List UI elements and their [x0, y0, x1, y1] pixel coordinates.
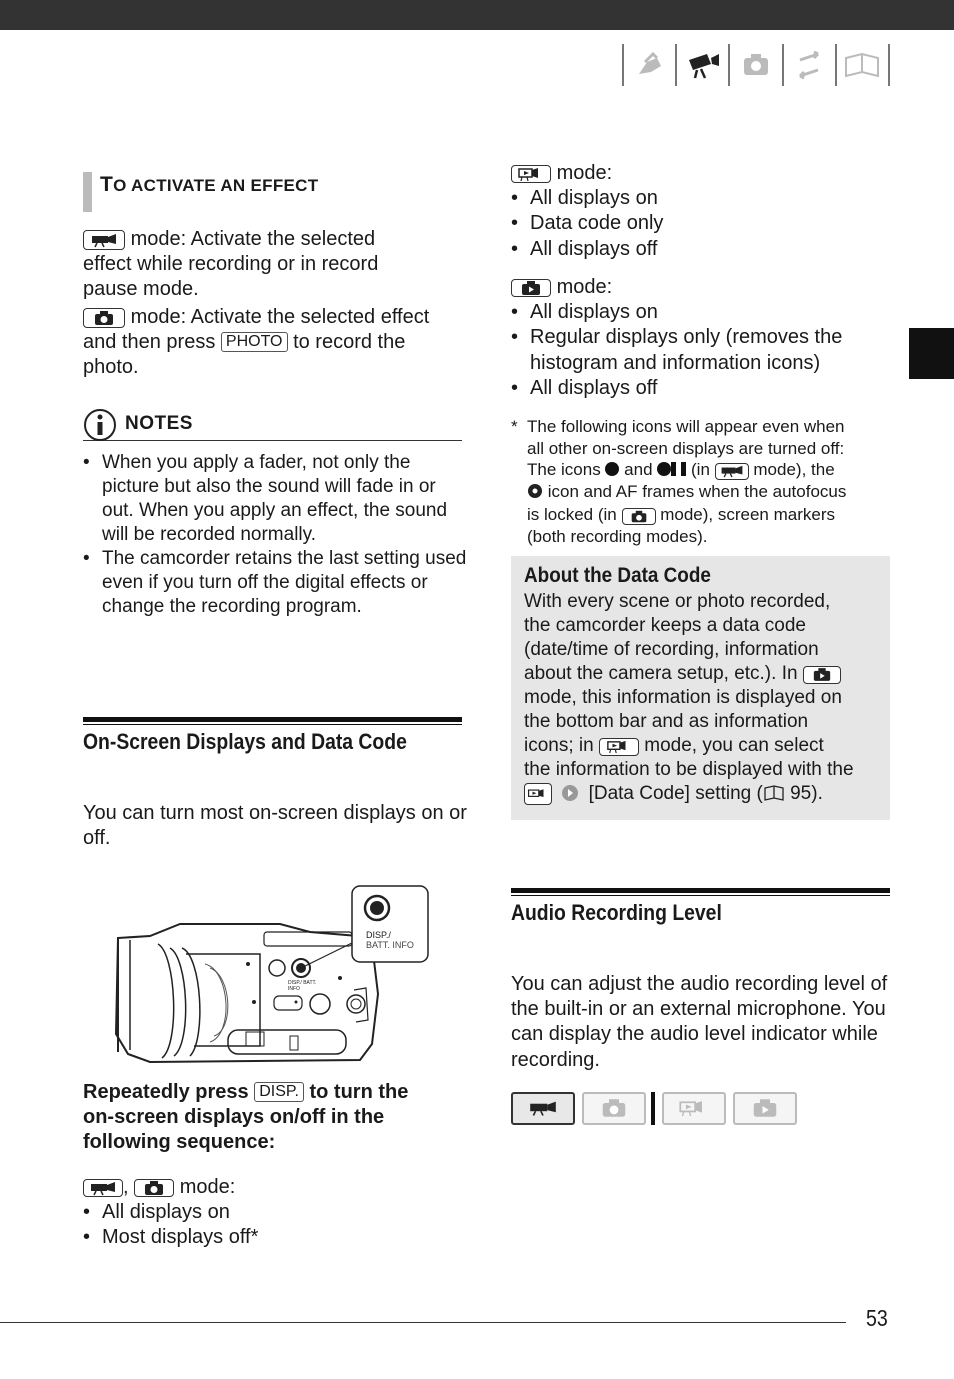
transfer-icon[interactable] [782, 44, 835, 86]
disp-button-key: DISP. [254, 1082, 304, 1102]
about-data-code-box [511, 556, 890, 820]
movie-record-mode-icon [511, 1092, 575, 1125]
footnote-line: mode), screen markers [660, 505, 836, 524]
camera-icon[interactable] [728, 44, 781, 86]
about-text: mode, you can select [644, 735, 824, 756]
sequence-mode-label: mode: [556, 162, 613, 184]
movie-camera-icon[interactable] [675, 44, 728, 86]
onscreen-intro: You can turn most on-screen displays on or off. [83, 802, 467, 850]
photo-playback-mode-icon [733, 1092, 797, 1125]
chapter-tab-marker [909, 328, 954, 379]
sequence-item: • All displays on [511, 300, 881, 325]
record-dot-icon [605, 462, 619, 476]
sequence-comma: , [123, 1176, 129, 1198]
sequence-photo-playback [511, 275, 896, 401]
movie-mode-paragraph [83, 227, 468, 303]
instruction-text-2: to turn the [309, 1081, 409, 1103]
photo-playback-mode-icon [511, 279, 551, 297]
about-line [524, 662, 877, 686]
instruction-paragraph [83, 1080, 468, 1156]
notes-header [83, 404, 462, 441]
sequence-mode-line [511, 275, 896, 300]
audio-text: You can adjust the audio recording level of the built-in or an external microphone. You can display the audio level indicator while recording. [511, 973, 888, 1071]
book-ref-icon [763, 784, 785, 808]
footnote-marker: * [511, 417, 518, 436]
footnote-line: The following icons will appear even when [527, 417, 845, 436]
chapter-nav [622, 44, 890, 86]
instruction-text: Repeatedly press [83, 1081, 249, 1103]
note-item: • When you apply a fader, not only the picture but also the sound will fade in or out. When you apply an effect, the sound will be recorded normally. [83, 451, 468, 547]
sequence-list [83, 1200, 468, 1250]
footnote-line: (both recording modes). [527, 526, 708, 546]
about-line: (date/time of recording, information [524, 639, 819, 660]
sequence-item: • Most displays off* [83, 1225, 468, 1250]
camcorder-illustration [110, 884, 432, 1066]
section-heading-initial: T [100, 173, 114, 196]
about-line: mode, this information is displayed on [524, 687, 842, 708]
footnote [511, 416, 891, 547]
heading-onscreen-displays: On-Screen Displays and Data Code [83, 729, 407, 754]
info-icon [83, 408, 117, 449]
notes-label: NOTES [125, 413, 193, 434]
sequence-movie-photo [83, 1175, 468, 1251]
about-line: With every scene or photo recorded, [524, 591, 831, 612]
about-title: About the Data Code [524, 564, 711, 587]
note-item: • The camcorder retains the last setting used even if you turn off the digital effects or change the recording program. [83, 547, 468, 619]
footnote-line: and [624, 460, 653, 479]
menu-arrow-icon [561, 784, 579, 809]
about-line: the bottom bar and as information [524, 711, 809, 732]
heading-audio-level: Audio Recording Level [511, 900, 722, 925]
heading-rule [511, 888, 890, 893]
about-text: [Data Code] setting ( [588, 783, 763, 804]
movie-playback-mode-icon [662, 1092, 726, 1125]
sequence-mode-line [511, 161, 896, 186]
about-text: about the camera setup, etc.). In [524, 663, 798, 684]
activate-effect-text [83, 227, 468, 380]
photo-mode-text-2: and then press [83, 330, 216, 353]
sequence-list [511, 186, 896, 262]
sequence-item: • Regular displays only (removes the histogram and information icons) [511, 325, 881, 375]
movie-playback-mode-icon [511, 165, 551, 183]
movie-mode-icon [83, 1179, 123, 1197]
camera-body-label: DISP./ BATT. INFO [288, 980, 317, 992]
photo-mode-paragraph [83, 305, 468, 381]
sequence-mode-label: mode: [179, 1176, 236, 1198]
movie-mode-text-3: pause mode. [83, 278, 199, 301]
footnote-line: (in [691, 460, 710, 479]
record-dot-icon [657, 462, 671, 476]
callout-line-2: BATT. INFO [366, 940, 414, 950]
photo-mode-text-3: to record the [293, 330, 406, 353]
sequence-list [511, 300, 881, 401]
notes-list [83, 451, 468, 619]
footnote-line: is locked (in [527, 505, 617, 524]
section-heading-text: O ACTIVATE AN EFFECT [113, 176, 319, 195]
mode-separator [651, 1092, 655, 1125]
about-line [524, 782, 877, 809]
movie-mode-text: mode: Activate the selected [130, 228, 376, 250]
top-bar [0, 0, 954, 30]
footnote-line: mode), the [753, 460, 835, 479]
about-line [524, 734, 877, 758]
pause-icon [671, 462, 686, 476]
photo-mode-icon [134, 1179, 174, 1197]
setup-icon[interactable] [622, 44, 675, 86]
movie-playback-mode-icon [599, 738, 639, 756]
photo-mode-icon [622, 508, 656, 525]
section-heading-activate-effect [83, 172, 318, 212]
page-number: 53 [866, 1305, 888, 1331]
camcorder-drawing [110, 884, 432, 1066]
movie-mode-text-2: effect while recording or in record [83, 253, 379, 276]
photo-mode-text: mode: Activate the selected effect [130, 305, 430, 328]
sequence-item: • All displays on [83, 1200, 468, 1225]
about-line: the information to be displayed with the [524, 759, 854, 780]
photo-playback-mode-icon [803, 666, 841, 684]
footnote-line: The icons [527, 460, 601, 479]
footer-rule [0, 1322, 846, 1323]
book-icon[interactable] [835, 44, 890, 86]
movie-playback-menu-icon [524, 783, 552, 805]
photo-button-key: PHOTO [221, 332, 288, 352]
movie-mode-icon [83, 230, 125, 250]
footnote-text [511, 416, 891, 547]
movie-mode-icon [715, 463, 749, 480]
callout-line-1: DISP./ [366, 930, 391, 940]
sequence-item: • All displays off [511, 237, 896, 262]
sequence-movie-playback [511, 161, 896, 262]
sequence-item: • All displays on [511, 186, 896, 211]
sequence-mode-line [83, 1175, 468, 1200]
disp-callout-label [366, 930, 414, 950]
sequence-item: • All displays off [511, 376, 881, 401]
photo-mode-text-4: photo. [83, 355, 139, 378]
instruction-text-3: on-screen displays on/off in the [83, 1106, 385, 1129]
instruction-text-4: following sequence: [83, 1131, 276, 1154]
about-text: 95). [790, 783, 823, 804]
about-text: icons; in [524, 735, 594, 756]
operating-modes [511, 1091, 804, 1125]
photo-record-mode-icon [582, 1092, 646, 1125]
focus-lock-icon [527, 483, 543, 505]
sequence-item: • Data code only [511, 211, 896, 236]
heading-rule [83, 717, 462, 722]
footnote-line: all other on-screen displays are turned off: [527, 438, 845, 458]
photo-mode-icon [83, 308, 125, 328]
sequence-mode-label: mode: [556, 276, 613, 298]
about-line: the camcorder keeps a data code [524, 615, 807, 636]
footnote-line: icon and AF frames when the autofocus [547, 481, 847, 501]
